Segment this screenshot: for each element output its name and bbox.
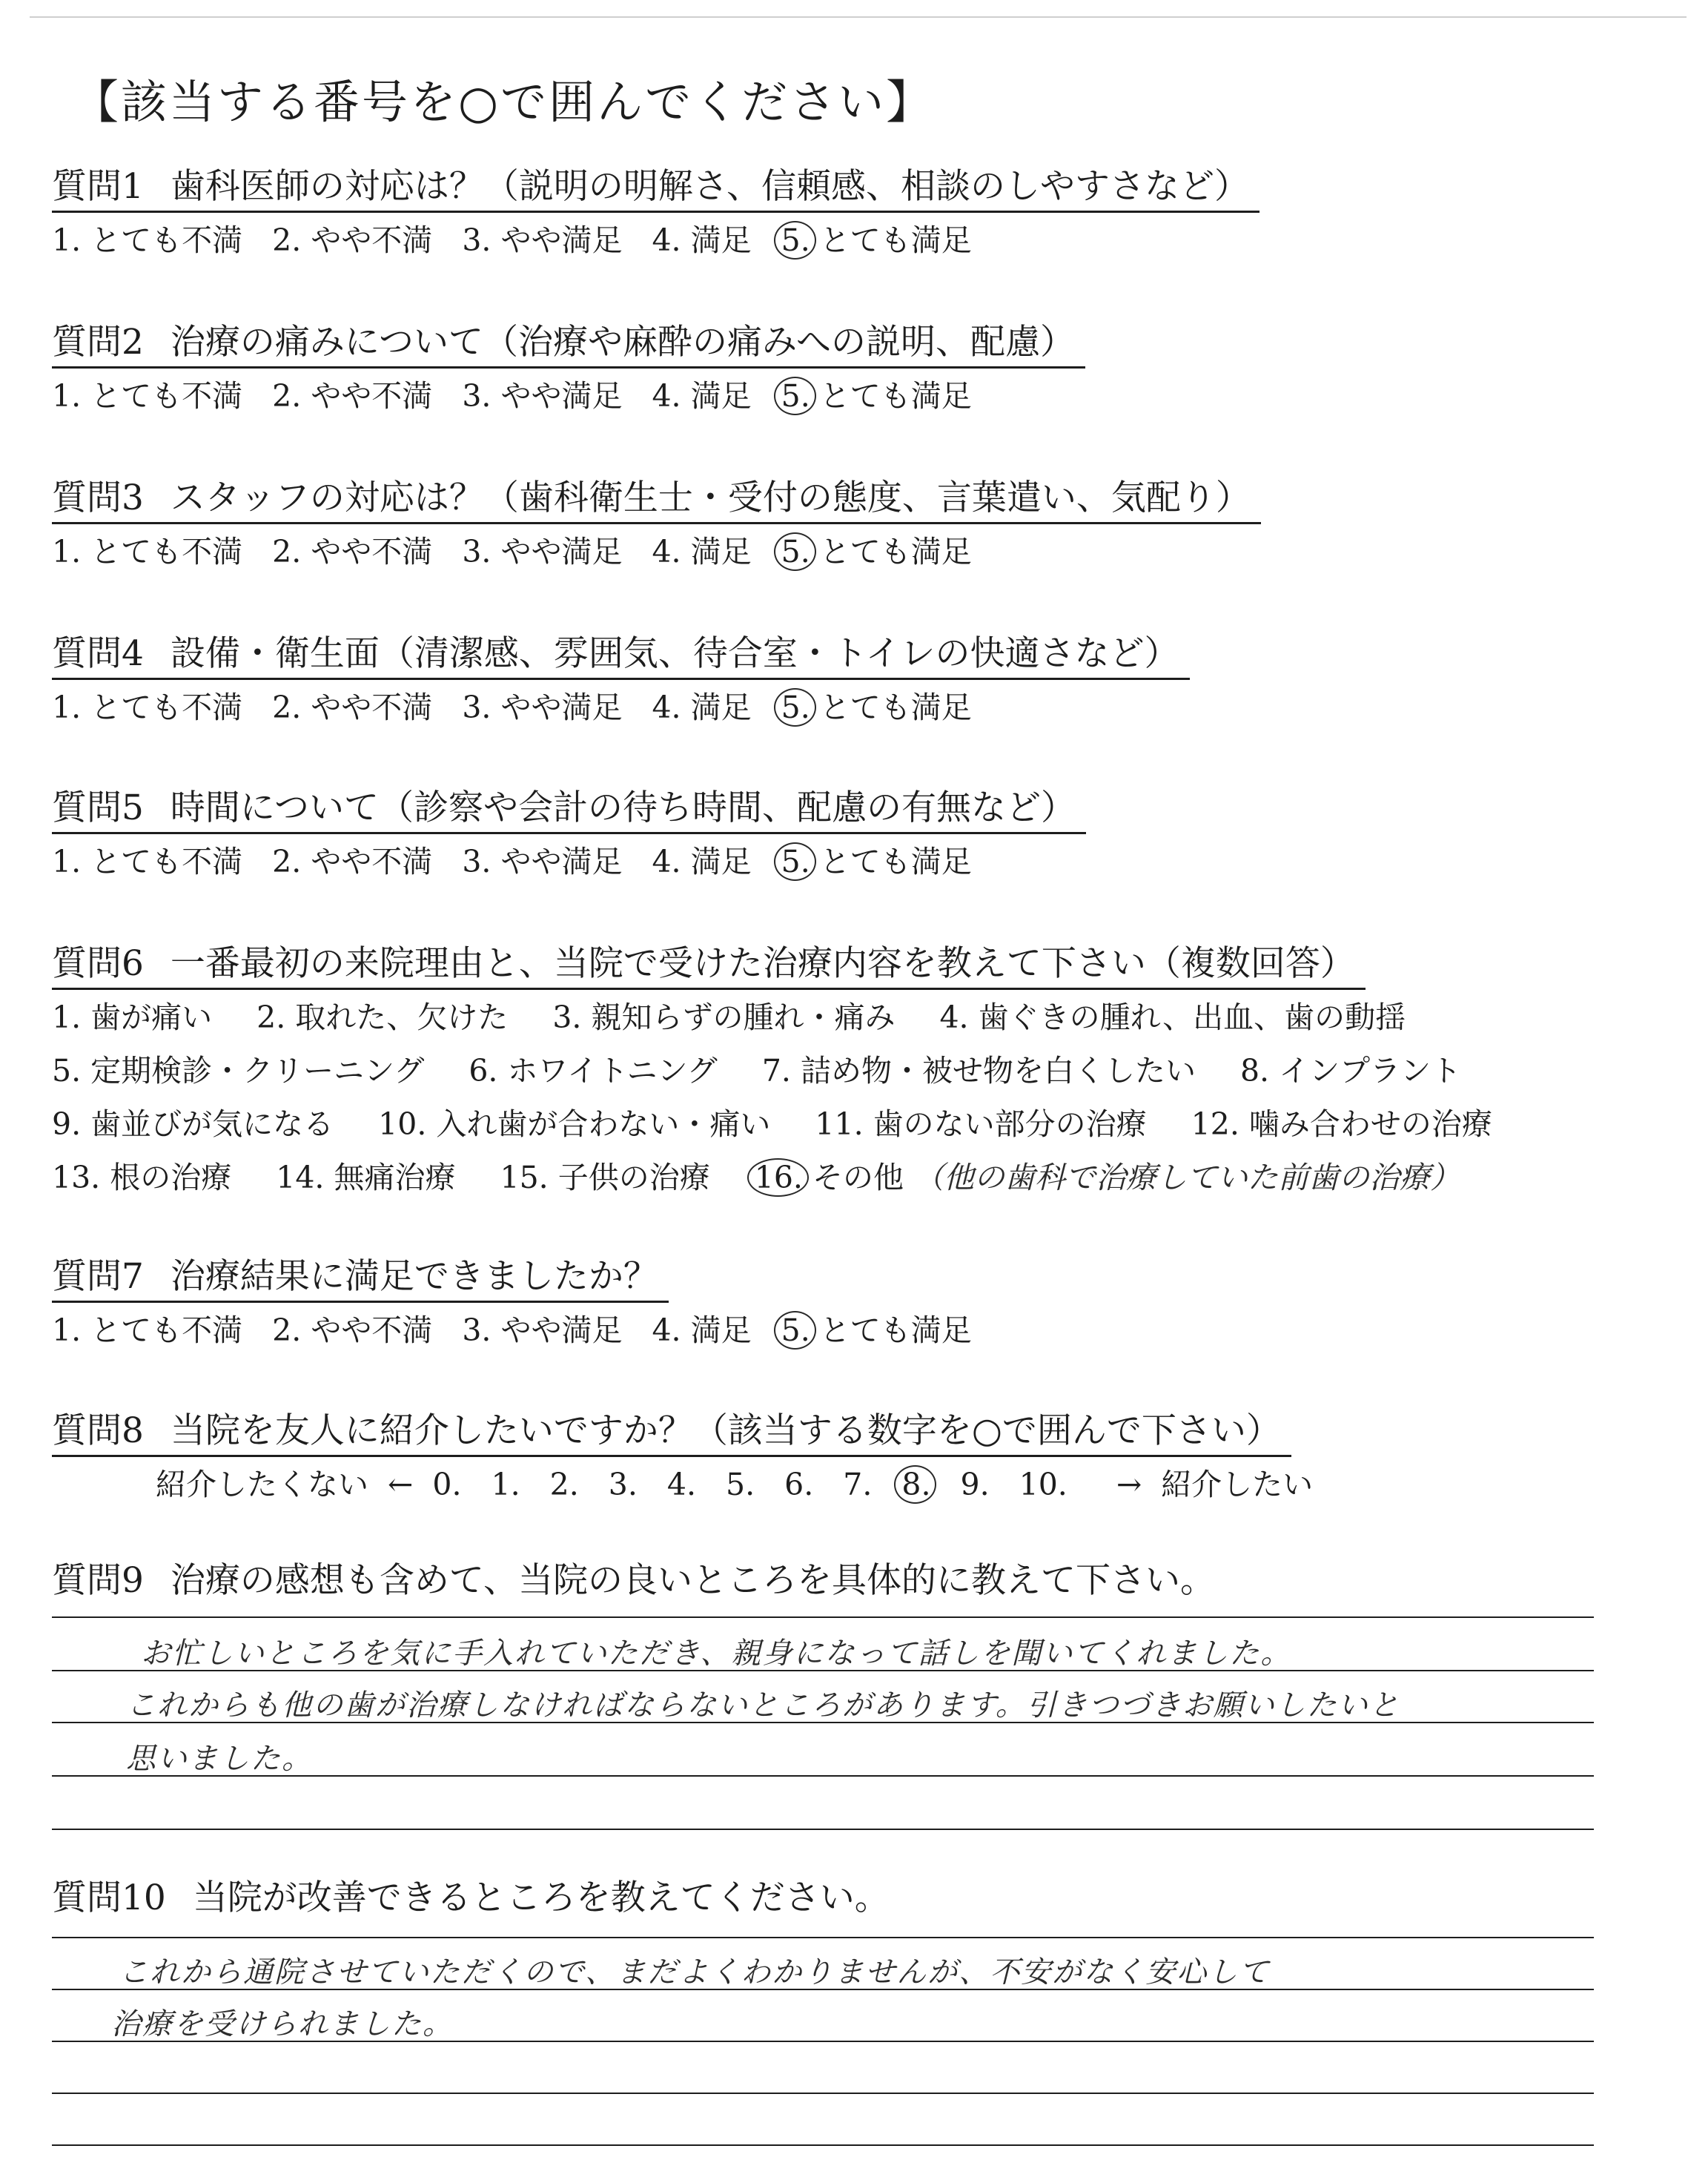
option-1[interactable]: 1. とても不満 <box>52 222 243 258</box>
option-5-text: とても満足 <box>819 378 972 414</box>
option-2[interactable]: 2. やや不満 <box>272 844 433 879</box>
question-label: 質問9 <box>52 1560 144 1601</box>
q10-handwriting-line-2: 治療を受けられました。 <box>111 2007 454 2041</box>
arrow-left-icon: ← <box>388 1467 414 1502</box>
question-text: 当院を友人に紹介したいですか？（該当する数字を○で囲んで下さい） <box>170 1410 1281 1451</box>
q6-option[interactable]: 10. 入れ歯が合わない・痛い <box>378 1106 771 1142</box>
question-text: 設備・衛生面（清潔感、雰囲気、待合室・トイレの快適さなど） <box>170 633 1179 674</box>
scale-9[interactable]: 9. <box>960 1467 990 1502</box>
selected-option-5[interactable]: 5. <box>781 374 810 417</box>
q6-option[interactable]: 4. 歯ぐきの腫れ、出血、歯の動揺 <box>939 1000 1406 1035</box>
question-6 <box>52 940 1522 1199</box>
q9-answer-area[interactable] <box>52 1616 1594 1839</box>
q6-option[interactable]: 2. 取れた、欠けた <box>256 1000 509 1035</box>
question-3-header <box>52 475 1261 524</box>
selected-option-5[interactable]: 5. <box>781 686 810 729</box>
q6-option[interactable]: 12. 噛み合わせの治療 <box>1191 1106 1492 1142</box>
question-6-header <box>52 940 1366 990</box>
rating-options <box>52 840 1086 883</box>
option-3[interactable]: 3. やや満足 <box>462 534 623 569</box>
option-5-text: とても満足 <box>819 1312 972 1348</box>
scale-7[interactable]: 7. <box>843 1467 873 1502</box>
option-1[interactable]: 1. とても不満 <box>52 534 243 569</box>
answer-line <box>52 2093 1594 2094</box>
option-5-text: とても満足 <box>819 844 972 879</box>
question-3 <box>52 475 1261 573</box>
scale-5[interactable]: 5. <box>725 1467 755 1502</box>
option-2[interactable]: 2. やや不満 <box>272 1312 433 1348</box>
question-label: 質問7 <box>52 1256 144 1297</box>
q6-option[interactable]: 1. 歯が痛い <box>52 1000 213 1035</box>
question-text: 治療の感想も含めて、当院の良いところを具体的に教えて下さい。 <box>170 1560 1215 1601</box>
option-5-text: とても満足 <box>819 222 972 258</box>
question-7-header <box>52 1253 669 1303</box>
answer-line <box>52 2144 1594 2146</box>
question-text: 時間について（診察や会計の待ち時間、配慮の有無など） <box>170 787 1076 828</box>
option-3[interactable]: 3. やや満足 <box>462 844 623 879</box>
scale-2[interactable]: 2. <box>549 1467 579 1502</box>
scale-10[interactable]: 10. <box>1019 1467 1068 1502</box>
question-2 <box>52 319 1085 417</box>
handwritten-other-answer: （他の歯科で治療していた前歯の治療） <box>913 1160 1461 1195</box>
question-label: 質問10 <box>52 1877 166 1918</box>
selected-option-5[interactable]: 5. <box>781 219 810 262</box>
question-10-header <box>52 1875 890 1922</box>
q6-row-4 <box>52 1156 1522 1199</box>
question-1-header <box>52 163 1260 213</box>
scale-1[interactable]: 1. <box>491 1467 520 1502</box>
arrow-right-icon: → <box>1116 1467 1142 1502</box>
option-3[interactable]: 3. やや満足 <box>462 1312 623 1348</box>
answer-line <box>52 1616 1594 1618</box>
question-text: スタッフの対応は？（歯科衛生士・受付の態度、言葉遣い、気配り） <box>170 478 1251 518</box>
question-label: 質問5 <box>52 787 144 828</box>
option-2[interactable]: 2. やや不満 <box>272 222 433 258</box>
option-1[interactable]: 1. とても不満 <box>52 378 243 414</box>
selected-option-5[interactable]: 5. <box>781 1309 810 1352</box>
option-5-text: とても満足 <box>819 534 972 569</box>
answer-line <box>52 1937 1594 1938</box>
q6-option[interactable]: 6. ホワイトニング <box>469 1053 718 1089</box>
answer-line <box>52 1829 1594 1830</box>
option-1[interactable]: 1. とても不満 <box>52 1312 243 1348</box>
recommend-scale <box>52 1463 1313 1506</box>
option-5-text: とても満足 <box>819 690 972 725</box>
question-text: 当院が改善できるところを教えてください。 <box>192 1877 890 1918</box>
question-5 <box>52 785 1086 883</box>
q6-row-3 <box>52 1103 1522 1146</box>
question-label: 質問3 <box>52 478 144 518</box>
option-4[interactable]: 4. 満足 <box>652 690 752 725</box>
q6-option[interactable]: 5. 定期検診・クリーニング <box>52 1053 425 1089</box>
selected-option-5[interactable]: 5. <box>781 530 810 573</box>
scale-6[interactable]: 6. <box>784 1467 814 1502</box>
question-4 <box>52 630 1190 729</box>
top-divider <box>30 16 1687 18</box>
q6-option[interactable]: 7. 詰め物・被せ物を白くしたい <box>761 1053 1196 1089</box>
question-label: 質問8 <box>52 1410 144 1451</box>
page-title: 【該当する番号を○で囲んでください】 <box>73 75 935 129</box>
scale-left-label: 紹介したくない <box>156 1467 368 1502</box>
scale-0[interactable]: 0. <box>432 1467 462 1502</box>
option-3[interactable]: 3. やや満足 <box>462 378 623 414</box>
question-label: 質問1 <box>52 166 144 207</box>
q6-option[interactable]: 14. 無痛治療 <box>276 1160 456 1195</box>
q6-row-1 <box>52 996 1522 1039</box>
question-4-header <box>52 630 1190 680</box>
option-1[interactable]: 1. とても不満 <box>52 844 243 879</box>
question-2-header <box>52 319 1085 369</box>
question-text: 一番最初の来院理由と、当院で受けた治療内容を教えて下さい（複数回答） <box>170 943 1355 984</box>
scale-4[interactable]: 4. <box>666 1467 696 1502</box>
question-text: 歯科医師の対応は？（説明の明解さ、信頼感、相談のしやすさなど） <box>170 166 1250 207</box>
question-9 <box>52 1557 1215 1605</box>
scale-3[interactable]: 3. <box>608 1467 638 1502</box>
option-3[interactable]: 3. やや満足 <box>462 690 623 725</box>
selected-option-16[interactable]: 16. <box>755 1156 803 1199</box>
question-8-header <box>52 1407 1291 1457</box>
question-label: 質問4 <box>52 633 144 674</box>
q9-handwriting-line-1: お忙しいところを気に手入れていただき、親身になって話しを聞いてくれました。 <box>141 1636 1292 1671</box>
question-7 <box>52 1253 972 1352</box>
question-1 <box>52 163 1260 262</box>
q10-answer-area[interactable] <box>52 1937 1594 2152</box>
question-text: 治療の痛みについて（治療や麻酔の痛みへの説明、配慮） <box>170 322 1076 363</box>
q9-handwriting-line-2: これからも他の歯が治療しなければならないところがあります。引きつづきお願いしたいと <box>126 1688 1400 1723</box>
option-2[interactable]: 2. やや不満 <box>272 534 433 569</box>
q6-option[interactable]: 9. 歯並びが気になる <box>52 1106 334 1142</box>
option-3[interactable]: 3. やや満足 <box>462 222 623 258</box>
question-8 <box>52 1407 1313 1506</box>
question-text: 治療結果に満足できましたか？ <box>170 1256 658 1297</box>
q6-option[interactable]: 15. 子供の治療 <box>500 1160 710 1195</box>
question-10 <box>52 1875 890 1922</box>
option-4[interactable]: 4. 満足 <box>652 222 752 258</box>
q6-option[interactable]: 11. 歯のない部分の治療 <box>815 1106 1147 1142</box>
selected-option-5[interactable]: 5. <box>781 840 810 883</box>
option-4[interactable]: 4. 満足 <box>652 1312 752 1348</box>
rating-options <box>52 686 1190 729</box>
rating-options <box>52 374 1085 417</box>
option-4[interactable]: 4. 満足 <box>652 378 752 414</box>
option-4[interactable]: 4. 満足 <box>652 534 752 569</box>
q6-option[interactable]: 13. 根の治療 <box>52 1160 232 1195</box>
question-label: 質問6 <box>52 943 144 984</box>
question-9-header <box>52 1557 1215 1605</box>
selected-scale-8[interactable]: 8. <box>901 1463 930 1506</box>
q10-handwriting-line-1: これから通院させていただくので、まだよくわかりませんが、不安がなく安心して <box>119 1955 1271 1989</box>
q6-option[interactable]: 3. 親知らずの腫れ・痛み <box>552 1000 896 1035</box>
option-2[interactable]: 2. やや不満 <box>272 378 433 414</box>
question-label: 質問2 <box>52 322 144 363</box>
question-5-header <box>52 785 1086 834</box>
rating-options <box>52 219 1260 262</box>
q9-handwriting-line-3: 思いました。 <box>126 1742 313 1776</box>
option-16-text: その他 <box>812 1160 904 1195</box>
option-1[interactable]: 1. とても不満 <box>52 690 243 725</box>
option-4[interactable]: 4. 満足 <box>652 844 752 879</box>
option-2[interactable]: 2. やや不満 <box>272 690 433 725</box>
q6-row-2 <box>52 1049 1522 1092</box>
rating-options <box>52 530 1261 573</box>
q6-option[interactable]: 8. インプラント <box>1239 1053 1462 1089</box>
rating-options <box>52 1309 972 1352</box>
scale-right-label: 紹介したい <box>1161 1467 1314 1502</box>
